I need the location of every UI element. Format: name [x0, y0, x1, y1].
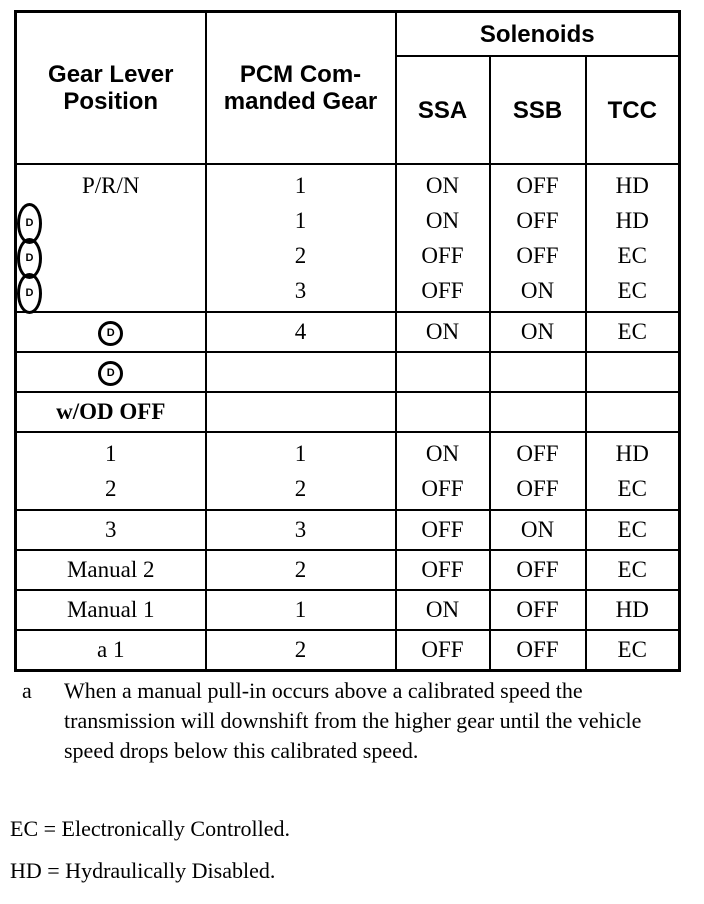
table-row — [16, 590, 680, 630]
tcc-cell — [586, 432, 680, 510]
ssa-value: OFF — [396, 630, 490, 670]
ssb-value: ON — [490, 510, 586, 550]
tcc-value: EC — [586, 550, 680, 590]
gear-value: 1 — [294, 173, 307, 198]
gear-value: 1 — [294, 441, 307, 466]
gear-value: 3 — [206, 510, 396, 550]
tcc-value: EC — [617, 278, 647, 303]
ssa-value: ON — [425, 173, 460, 198]
ssb-value: OFF — [490, 630, 586, 670]
footnote-marker: a — [22, 678, 32, 703]
solenoid-table — [14, 10, 681, 672]
gear-cell — [206, 164, 396, 312]
table-row — [16, 392, 680, 432]
gear-value: 3 — [294, 278, 307, 303]
tcc-cell — [586, 164, 680, 312]
ssb-value: OFF — [516, 208, 559, 233]
table-row — [16, 432, 680, 510]
overdrive-circle-icon: D — [17, 273, 42, 314]
gear-value: 1 — [294, 208, 307, 233]
ssb-cell — [490, 164, 586, 312]
tcc-value: EC — [586, 312, 680, 352]
gear-value: 2 — [294, 243, 307, 268]
ssa-value: ON — [396, 312, 490, 352]
table-row — [16, 510, 680, 550]
table-row — [16, 630, 680, 670]
header-pcm-commanded-gear: PCM Com-manded Gear — [206, 12, 396, 165]
ssa-cell — [396, 164, 490, 312]
ssa-value: OFF — [421, 278, 464, 303]
ssb-value: OFF — [516, 476, 559, 501]
tcc-value: EC — [586, 510, 680, 550]
tcc-value: EC — [617, 476, 647, 501]
header-ssb: SSB — [490, 56, 586, 164]
tcc-value: EC — [586, 630, 680, 670]
overdrive-circle-icon: D — [17, 238, 42, 279]
gear-value: 2 — [206, 550, 396, 590]
position-value: 2 — [105, 476, 117, 501]
tcc-value: HD — [615, 208, 649, 233]
ssb-value: ON — [520, 278, 555, 303]
header-solenoids: Solenoids — [396, 12, 680, 57]
gear-value: 2 — [206, 630, 396, 670]
gear-value: 2 — [294, 476, 307, 501]
tcc-value: EC — [617, 243, 647, 268]
tcc-value: HD — [586, 590, 680, 630]
overdrive-circle-icon: D — [17, 203, 42, 244]
ssa-value: ON — [396, 590, 490, 630]
tcc-value: HD — [615, 441, 649, 466]
overdrive-circle-icon: D — [98, 361, 123, 386]
ssb-value: ON — [490, 312, 586, 352]
gear-lever-cell — [16, 352, 206, 392]
tcc-value: HD — [615, 173, 649, 198]
position-value: a 1 — [16, 630, 206, 670]
header-ssa: SSA — [396, 56, 490, 164]
gear-lever-cell — [16, 312, 206, 352]
gear-value: 1 — [206, 590, 396, 630]
gear-cell — [206, 432, 396, 510]
footnote — [20, 676, 690, 766]
ssa-value: OFF — [396, 510, 490, 550]
legend-hd: HD = Hydraulically Disabled. — [10, 858, 276, 883]
position-value: Manual 1 — [16, 590, 206, 630]
legend-ec: EC = Electronically Controlled. — [10, 816, 291, 841]
position-value: 3 — [16, 510, 206, 550]
ssb-value: OFF — [516, 441, 559, 466]
ssb-value: OFF — [490, 550, 586, 590]
ssa-value: ON — [425, 208, 460, 233]
overdrive-circle-icon: D — [98, 321, 123, 346]
ssa-value: OFF — [421, 476, 464, 501]
position-value: Manual 2 — [16, 550, 206, 590]
table-row — [16, 164, 680, 312]
gear-lever-cell — [16, 432, 206, 510]
footnote-text: When a manual pull-in occurs above a calibrated speed the transmission will downshift from the higher gear until the vehicle speed drops below this calibrated speed. — [64, 678, 642, 763]
ssa-value: OFF — [421, 243, 464, 268]
ssa-cell — [396, 432, 490, 510]
position-p-r-n: P/R/N — [81, 173, 140, 198]
gear-lever-cell — [16, 164, 206, 312]
position-value: 1 — [105, 441, 117, 466]
ssb-value: OFF — [490, 590, 586, 630]
table-row — [16, 352, 680, 392]
table-row — [16, 312, 680, 352]
ssb-cell — [490, 432, 586, 510]
ssa-value: ON — [425, 441, 460, 466]
gear-value: 4 — [206, 312, 396, 352]
ssa-value: OFF — [396, 550, 490, 590]
table-row — [16, 550, 680, 590]
header-gear-lever-position: Gear Lever Position — [16, 12, 206, 165]
ssb-value: OFF — [516, 243, 559, 268]
header-tcc: TCC — [586, 56, 680, 164]
ssb-value: OFF — [516, 173, 559, 198]
od-off-label: w/OD OFF — [16, 392, 206, 432]
